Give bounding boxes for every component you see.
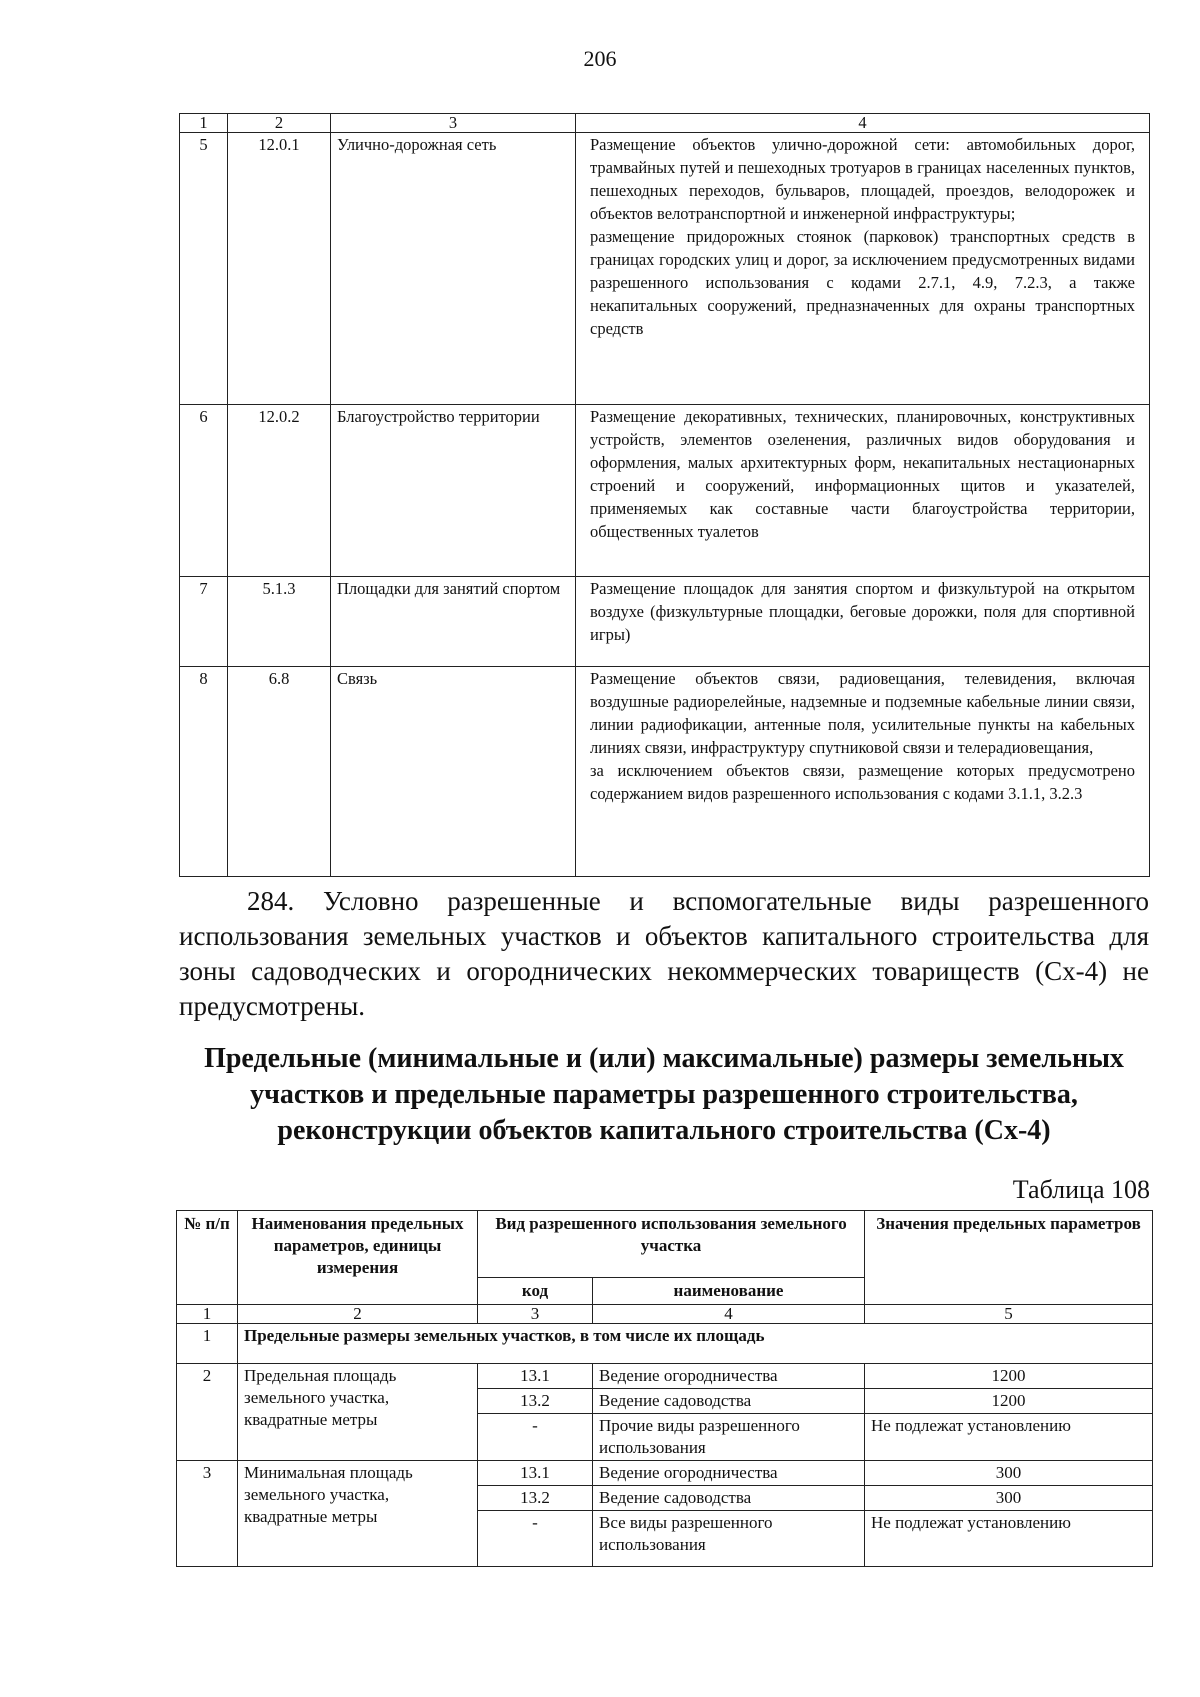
- header-values: Значения предельных параметров: [865, 1211, 1153, 1305]
- param-value: 1200: [865, 1364, 1153, 1389]
- header-name: наименование: [593, 1278, 865, 1305]
- header-code: код: [478, 1278, 593, 1305]
- table-row: [180, 577, 1150, 667]
- use-name: Ведение огородничества: [593, 1364, 865, 1389]
- table-caption: Таблица 108: [1012, 1175, 1150, 1204]
- section-label: Предельные размеры земельных участков, в том числе их площадь: [238, 1324, 1153, 1364]
- use-name: Улично-дорожная сеть: [331, 133, 576, 405]
- section-title: Предельные (минимальные и (или) максимальные) размеры земельных участков и предельные параметры разрешенного строительства, реконструкции объектов капитального строительства (Сх-4): [204, 1043, 1124, 1146]
- use-name: Связь: [331, 667, 576, 877]
- row-number: 8: [180, 667, 228, 877]
- use-code: 13.1: [478, 1364, 593, 1389]
- use-code: -: [478, 1511, 593, 1567]
- table-row: [180, 405, 1150, 577]
- use-code: 12.0.1: [228, 133, 331, 405]
- column-index: 4: [576, 114, 1150, 133]
- use-code: 12.0.2: [228, 405, 331, 577]
- section-row: [177, 1324, 1153, 1364]
- table-row: [180, 133, 1150, 405]
- table-index-row: [180, 114, 1150, 133]
- header-use-kind: Вид разрешенного использования земельного участка: [478, 1211, 865, 1278]
- column-index: 3: [478, 1305, 593, 1324]
- use-code: 13.2: [478, 1486, 593, 1511]
- use-name: Ведение садоводства: [593, 1389, 865, 1414]
- table-index-row: [177, 1305, 1153, 1324]
- table-row: [177, 1364, 1153, 1389]
- use-name: Ведение садоводства: [593, 1486, 865, 1511]
- param-value: Не подлежат установлению: [865, 1511, 1153, 1567]
- use-description: [576, 133, 1150, 405]
- use-name: Прочие виды разрешенного использования: [593, 1414, 865, 1461]
- param-value: 1200: [865, 1389, 1153, 1414]
- use-code: 13.2: [478, 1389, 593, 1414]
- permitted-uses-table: [179, 113, 1150, 877]
- use-name: Ведение огородничества: [593, 1461, 865, 1486]
- use-description-part: Размещение декоративных, технических, планировочных, конструктивных устройств, элементов озеленения, различных видов оборудования и оформления, малых архитектурных форм, некапитальных нестационарных строений и сооружений, информационных щитов и указателей, применяемых как составные части благоустройства территории, общественных туалетов: [590, 407, 1135, 541]
- param-name: Предельная площадь земельного участка, квадратные метры: [238, 1364, 478, 1461]
- use-description: [576, 405, 1150, 577]
- row-number: 3: [177, 1461, 238, 1567]
- use-description-part: Размещение площадок для занятия спортом и физкультурой на открытом воздухе (физкультурные площадки, беговые дорожки, поля для спортивной игры): [590, 579, 1135, 644]
- use-code: 5.1.3: [228, 577, 331, 667]
- column-index: 2: [228, 114, 331, 133]
- param-value: Не подлежат установлению: [865, 1414, 1153, 1461]
- column-index: 5: [865, 1305, 1153, 1324]
- use-name: Благоустройство территории: [331, 405, 576, 577]
- paragraph-284: [179, 884, 1149, 1024]
- use-description-part: размещение придорожных стоянок (парковок) транспортных средств в границах городских улиц и дорог, за исключением предусмотренных видами разрешенного использования с кодами 2.7.1, 4.9, 7.2.3, а также некапитальных сооружений, предназначенных для охраны транспортных средств: [590, 227, 1135, 338]
- use-description-part: за исключением объектов связи, размещение которых предусмотрено содержанием видов разрешенного использования с кодами 3.1.1, 3.2.3: [590, 761, 1135, 803]
- row-number: 6: [180, 405, 228, 577]
- table-row: [180, 667, 1150, 877]
- param-value: 300: [865, 1461, 1153, 1486]
- use-code: 6.8: [228, 667, 331, 877]
- column-index: 2: [238, 1305, 478, 1324]
- row-number: 1: [177, 1324, 238, 1364]
- column-index: 3: [331, 114, 576, 133]
- use-name: Все виды разрешенного использования: [593, 1511, 865, 1567]
- use-code: 13.1: [478, 1461, 593, 1486]
- limit-parameters-table: [176, 1210, 1153, 1567]
- use-description-part: Размещение объектов улично-дорожной сети: автомобильных дорог, трамвайных путей и пешеходных тротуаров в границах населенных пунктов, пешеходных переходов, бульваров, площадей, проездов, велодорожек и объектов велотранспортной и инженерной инфраструктуры;: [590, 135, 1135, 223]
- param-value: 300: [865, 1486, 1153, 1511]
- row-number: 5: [180, 133, 228, 405]
- column-index: 1: [177, 1305, 238, 1324]
- header-num: № п/п: [177, 1211, 238, 1305]
- row-number: 7: [180, 577, 228, 667]
- header-row: [177, 1211, 1153, 1278]
- column-index: 4: [593, 1305, 865, 1324]
- page-number: 206: [583, 46, 617, 71]
- param-name: Минимальная площадь земельного участка, квадратные метры: [238, 1461, 478, 1567]
- use-description: [576, 577, 1150, 667]
- use-description-part: Размещение объектов связи, радиовещания, телевидения, включая воздушные радиорелейные, надземные и подземные кабельные линии связи, линии радиофикации, антенные поля, усилительные пункты на кабельных линиях связи, инфраструктуру спутниковой связи и телерадиовещания,: [590, 669, 1135, 757]
- use-code: -: [478, 1414, 593, 1461]
- paragraph-text: 284. Условно разрешенные и вспомогательные виды разрешенного использования земельных участков и объектов капитального строительства для зоны садоводческих и огороднических некоммерческих товариществ (Сх-4) не предусмотрены.: [179, 886, 1149, 1021]
- table-row: [177, 1461, 1153, 1486]
- column-index: 1: [180, 114, 228, 133]
- row-number: 2: [177, 1364, 238, 1461]
- use-name: Площадки для занятий спортом: [331, 577, 576, 667]
- header-param-name: Наименования предельных параметров, единицы измерения: [238, 1211, 478, 1305]
- use-description: [576, 667, 1150, 877]
